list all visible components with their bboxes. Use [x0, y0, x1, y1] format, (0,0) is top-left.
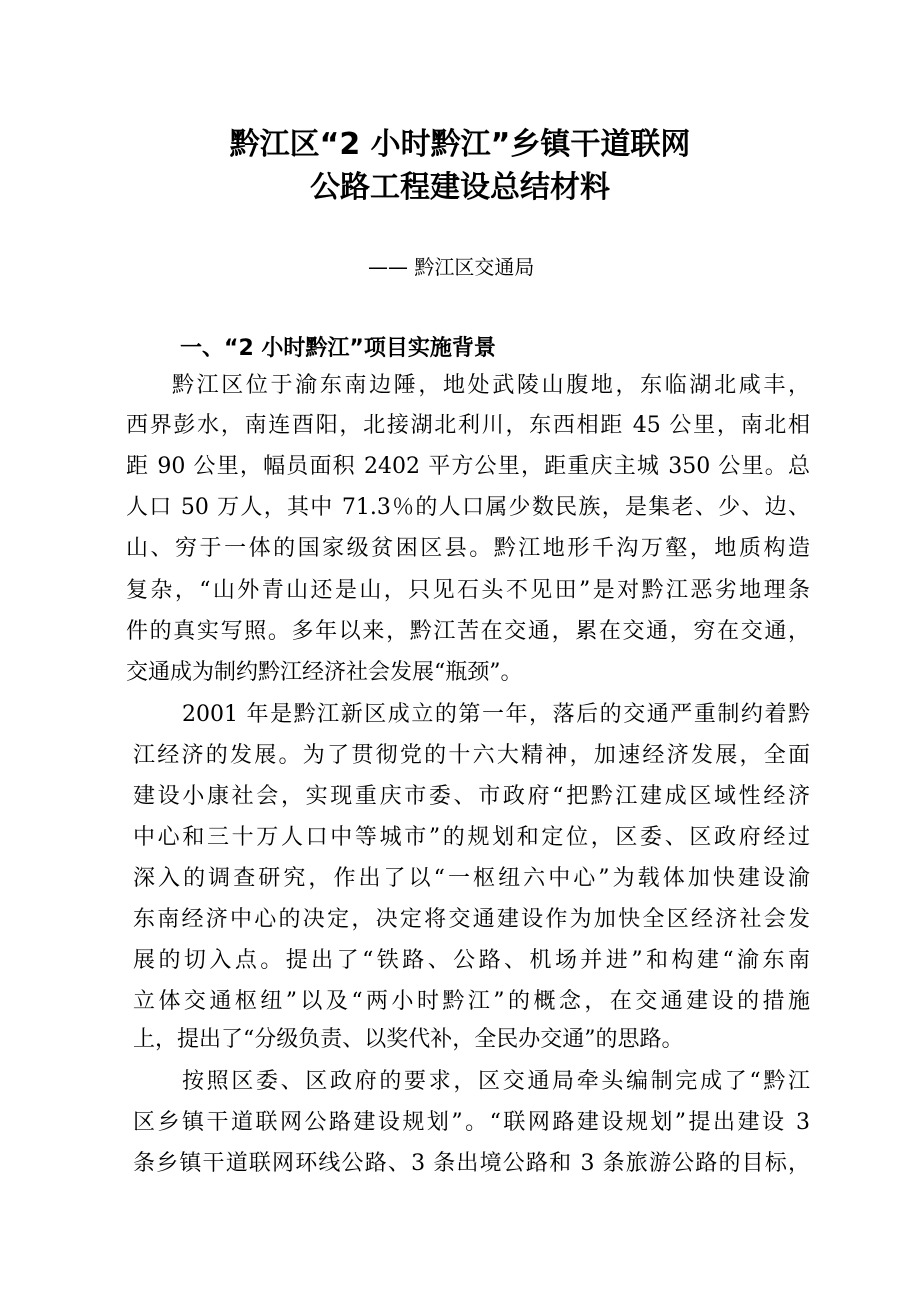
paragraph-2-line: 东南经济中心的决定，决定将交通建设作为加快全区经济社会发	[133, 907, 810, 932]
paragraph-1-line: 距 90 公里，幅员面积 2402 平方公里，距重庆主城 350 公里。总	[126, 454, 810, 479]
paragraph-3-line: 条乡镇干道联网环线公路、3 条出境公路和 3 条旅游公路的目标，	[133, 1151, 810, 1176]
paragraph-3-line: 按照区委、区政府的要求，区交通局牵头编制完成了“黔江	[182, 1069, 810, 1094]
paragraph-1-line: 交通成为制约黔江经济社会发展“瓶颈”。	[126, 660, 523, 685]
paragraph-1-line: 人口 50 万人，其中 71.3％的人口属少数民族，是集老、少、边、	[126, 495, 810, 520]
document-title-line-1: 黔江区“2 小时黔江”乡镇干道联网	[229, 127, 691, 162]
paragraph-2-line: 2001 年是黔江新区成立的第一年，落后的交通严重制约着黔	[182, 702, 810, 727]
paragraph-2-line: 立体交通枢纽”以及“两小时黔江”的概念，在交通建设的措施	[133, 989, 810, 1014]
paragraph-1-line: 山、穷于一体的国家级贫困区县。黔江地形千沟万壑，地质构造	[126, 536, 810, 561]
paragraph-1-line: 复杂，“山外青山还是山，只见石头不见田”是对黔江恶劣地理条	[126, 578, 810, 603]
paragraph-2-line: 上，提出了“分级负责、以奖代补，全民办交通”的思路。	[133, 1027, 684, 1052]
section-1-heading: 一、“2 小时黔江”项目实施背景	[180, 336, 496, 361]
paragraph-2-line: 展的切入点。提出了“铁路、公路、机场并进”和构建“渝东南	[133, 948, 810, 973]
paragraph-3-line: 区乡镇干道联网公路建设规划”。“联网路建设规划”提出建设 3	[133, 1110, 810, 1135]
paragraph-1-line: 西界彭水，南连酉阳，北接湖北利川，东西相距 45 公里，南北相	[126, 413, 810, 438]
paragraph-1-line: 件的真实写照。多年以来，黔江苦在交通，累在交通，穷在交通，	[126, 619, 810, 644]
author-line: —— 黔江区交通局	[368, 255, 535, 279]
paragraph-2-line: 江经济的发展。为了贯彻党的十六大精神，加速经济发展，全面	[133, 743, 810, 768]
paragraph-1-line: 黔江区位于渝东南边陲，地处武陵山腹地，东临湖北咸丰，	[172, 373, 810, 398]
paragraph-2-line: 深入的调查研究，作出了以“一枢纽六中心”为载体加快建设渝	[133, 866, 810, 891]
paragraph-2-line: 建设小康社会，实现重庆市委、市政府“把黔江建成区域性经济	[133, 784, 810, 809]
paragraph-2-line: 中心和三十万人口中等城市”的规划和定位，区委、区政府经过	[133, 825, 810, 850]
document-title-line-2: 公路工程建设总结材料	[310, 170, 610, 205]
